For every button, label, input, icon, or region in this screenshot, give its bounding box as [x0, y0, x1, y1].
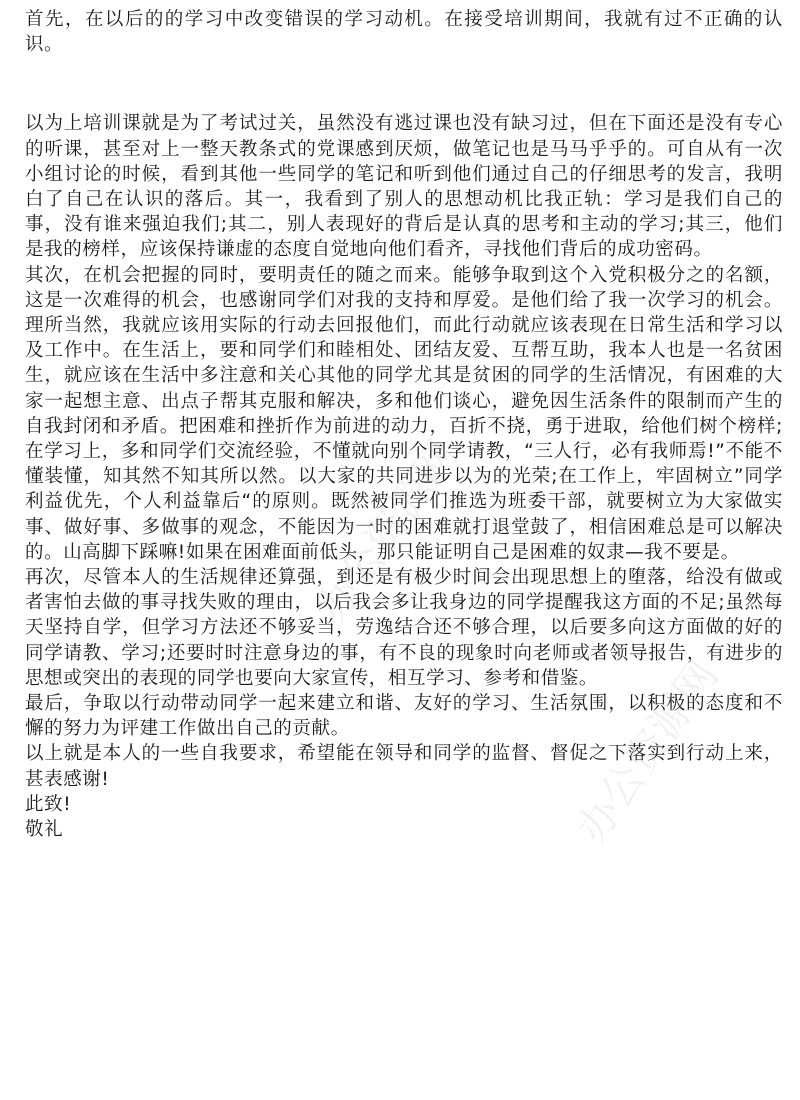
paragraph-first-point: 以为上培训课就是为了考试过关，虽然没有逃过课也没有缺习过，但在下面还是没有专心的听课，甚至对上一整天教条式的党课感到厌烦，做笔记也是马马乎乎的。可自从有一次小组讨论的时候，看到其他一些同学的笔记和听到他们通过自己的仔细思考的发言，我明白了自己在认识的落后。其一，我看到了别人的思想动机比我正轨：学习是我们自己的事，没有谁来强迫我们;其二，别人表现好的背后是认真的思考和主动的学习;其三，他们是我的榜样，应该保持谦虚的态度自觉地向他们看齐，寻找他们背后的成功密码。 — [25, 113, 783, 261]
paragraph-conclusion: 以上就是本人的一些自我要求，希望能在领导和同学的监督、督促之下落实到行动上来，甚表感谢! — [25, 743, 783, 790]
paragraph-intro: 首先，在以后的的学习中改变错误的学习动机。在接受培训期间，我就有过不正确的认识。 — [25, 9, 783, 56]
closing-regards: 敬礼 — [25, 819, 64, 841]
paragraph-gap — [25, 57, 783, 111]
paragraph-last-point: 最后，争取以行动带动同学一起来建立和谐、友好的学习、生活氛围，以积极的态度和不懈的努力为评建工作做出自己的贡献。 — [25, 693, 783, 740]
document-body — [25, 0, 783, 842]
paragraph-third-point: 再次，尽管本人的生活规律还算强，到还是有极少时间会出现思想上的堕落，给没有做或者害怕去做的事寻找失败的理由，以后我会多让我身边的同学提醒我这方面的不足;虽然每天坚持自学，但学习方法还不够妥当，劳逸结合还不够合理，以后要多向这方面做的好的同学请教、学习;还要时时注意身边的事，有不良的现象时向老师或者领导报告，有进步的思想或突出的表现的同学也要向大家宣传，相互学习、参考和借鉴。 — [25, 567, 783, 689]
closing-salutation: 此致! — [25, 793, 72, 815]
paragraph-second-point: 其次，在机会把握的同时，要明责任的随之而来。能够争取到这个入党积极分之的名额，这是一次难得的机会，也感谢同学们对我的支持和厚爱。是他们给了我一次学习的机会。理所当然，我就应该用实际的行动去回报他们，而此行动就应该表现在日常生活和学习以及工作中。在生活上，要和同学们和睦相处、团结友爱、互帮互助，我本人也是一名贫困生，就应该在生活中多注意和关心其他的同学尤其是贫困的同学的生活情况，有困难的大家一起想主意、出点子帮其克服和解决，多和他们谈心，避免因生活条件的限制而产生的自我封闭和矛盾。把困难和挫折作为前进的动力，百折不挠，勇于进取，给他们树个榜样;在学习上，多和同学们交流经验，不懂就向别个同学请教，“三人行，必有我师焉!”不能不懂装懂，知其然不知其所以然。以大家的共同进步以为的光荣;在工作上，牢固树立”同学利益优先，个人利益靠后“的原则。既然被同学们推选为班委干部，就要树立为大家做实事、做好事、多做事的观念，不能因为一时的困难就打退堂鼓了，相信困难总是可以解决的。山高脚下踩嘛!如果在困难面前低头，那只能证明自己是困难的奴隶—我不要是。 — [25, 264, 783, 563]
watermark: 办公资源网 — [306, 431, 468, 632]
watermark: 办公资源网 — [566, 651, 728, 852]
